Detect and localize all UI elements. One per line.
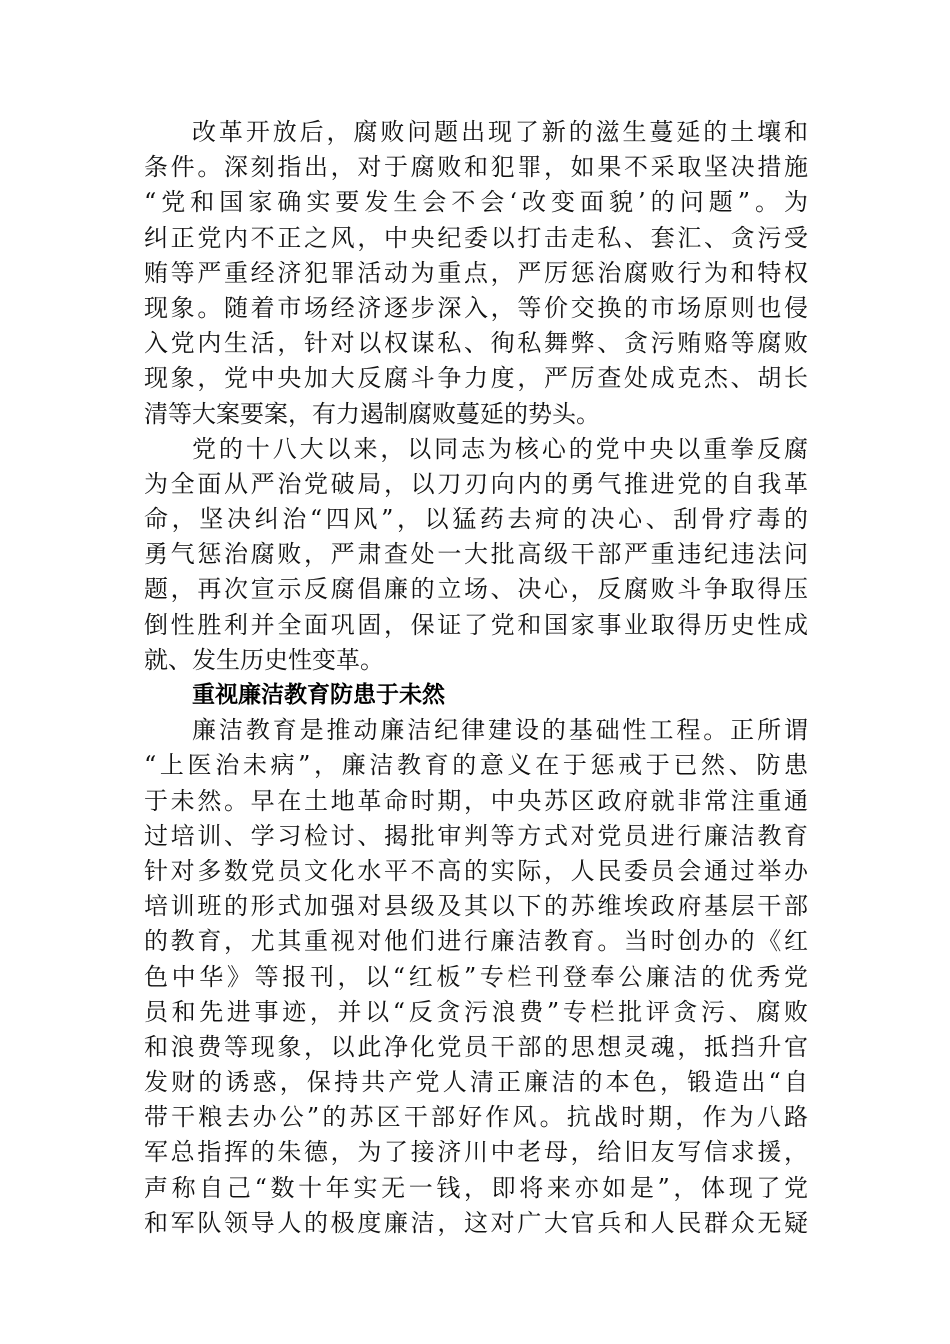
text-line: 条件。深刻指出，对于腐败和犯罪，如果不采取坚决措施 [144, 153, 808, 182]
text-line: 勇气惩治腐败，严肃查处一大批高级干部严重违纪违法问 [144, 540, 808, 569]
section-heading: 重视廉洁教育防患于未然 [192, 682, 445, 708]
text-line: 过培训、学习检讨、揭批审判等方式对党员进行廉洁教育 [144, 821, 808, 850]
paragraph-eighteenth-congress [144, 432, 808, 678]
text-line: 发财的诱惑，保持共产党人清正廉洁的本色，锻造出“自 [144, 1068, 808, 1097]
text-line: 改革开放后，腐败问题出现了新的滋生蔓延的土壤和 [192, 118, 808, 146]
text-line: 现象。随着市场经济逐步深入，等价交换的市场原则也侵 [144, 293, 808, 322]
paragraph-integrity-education [144, 713, 808, 1241]
text-line: 和军队领导人的极度廉洁，这对广大官兵和人民群众无疑 [144, 1208, 808, 1237]
document-body [144, 115, 808, 1241]
text-line: 于未然。早在土地革命时期，中央苏区政府就非常注重通 [144, 786, 808, 815]
text-line: 题，再次宣示反腐倡廉的立场、决心，反腐败斗争取得压 [144, 575, 808, 604]
text-line: 的教育，尤其重视对他们进行廉洁教育。当时创办的《红 [144, 927, 808, 956]
text-line: 就、发生历史性变革。 [144, 645, 384, 674]
text-line: 现象，党中央加大反腐斗争力度，严厉查处成克杰、胡长 [144, 364, 808, 393]
text-line: 命，坚决纠治“四风”，以猛药去疴的决心、刮骨疗毒的 [144, 505, 808, 534]
text-line: 色中华》等报刊，以“红板”专栏刊登奉公廉洁的优秀党 [144, 962, 808, 991]
text-line: 入党内生活，针对以权谋私、徇私舞弊、贪污贿赂等腐败 [144, 329, 808, 358]
text-line: 和浪费等现象，以此净化党员干部的思想灵魂，抵挡升官 [144, 1032, 808, 1061]
text-line: 廉洁教育是推动廉洁纪律建设的基础性工程。正所谓 [192, 716, 808, 745]
text-line: “上医治未病”，廉洁教育的意义在于惩戒于已然、防患 [144, 751, 808, 780]
text-line: 声称自己“数十年实无一钱，即将来亦如是”，体现了党 [144, 1173, 808, 1202]
text-line: 纠正党内不正之风，中央纪委以打击走私、套汇、贪污受 [144, 223, 808, 252]
text-line: “党和国家确实要发生会不会‘改变面貌’的问题”。为 [144, 188, 808, 217]
text-line: 军总指挥的朱德，为了接济川中老母，给旧友写信求援， [144, 1138, 808, 1167]
text-line: 针对多数党员文化水平不高的实际，人民委员会通过举办 [144, 856, 808, 885]
text-line: 贿等严重经济犯罪活动为重点，严厉惩治腐败行为和特权 [144, 258, 808, 287]
text-line: 员和先进事迹，并以“反贪污浪费”专栏批评贪污、腐败 [144, 997, 808, 1026]
text-line: 党的十八大以来，以同志为核心的党中央以重拳反腐 [192, 434, 808, 463]
text-line: 清等大案要案，有力遏制腐败蔓延的势头。 [144, 399, 600, 428]
text-line: 倒性胜利并全面巩固，保证了党和国家事业取得历史性成 [144, 610, 808, 639]
text-line: 培训班的形式加强对县级及其以下的苏维埃政府基层干部 [144, 892, 808, 921]
text-line: 带干粮去办公”的苏区干部好作风。抗战时期，作为八路 [144, 1103, 808, 1132]
paragraph-reform-era [144, 115, 808, 432]
text-line: 为全面从严治党破局，以刀刃向内的勇气推进党的自我革 [144, 469, 808, 498]
